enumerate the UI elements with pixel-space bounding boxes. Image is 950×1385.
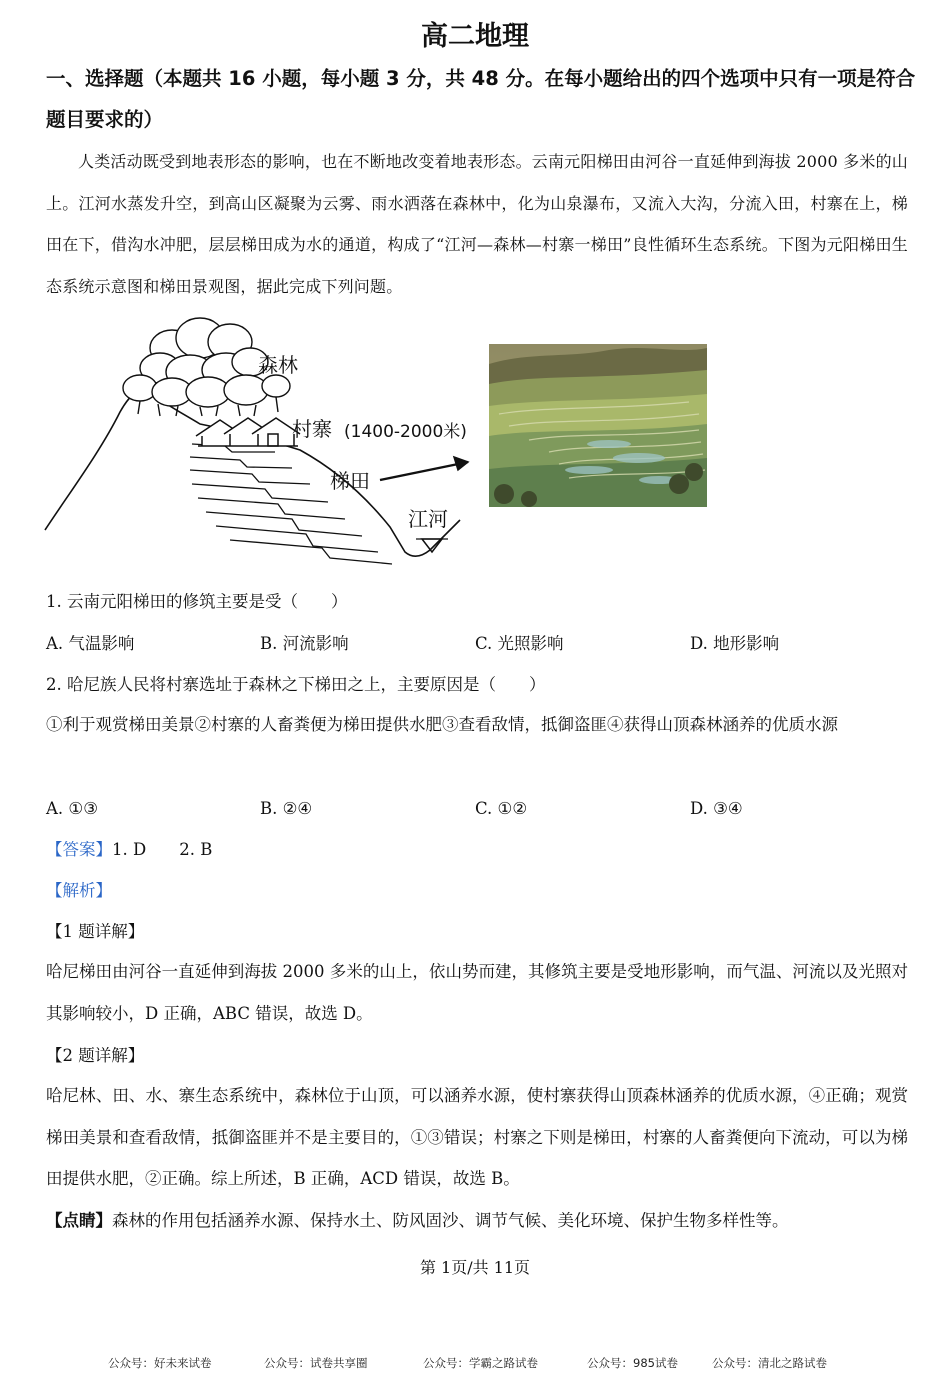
diagram-terrace-label: 梯田 — [330, 469, 370, 493]
detail1-text: 哈尼梯田由河谷一直延伸到海拔 2000 多米的山上，依山势而建，其修筑主要是受地形影响，而气温、河流以及光照对其影响较小，D 正确，ABC 错误，故选 D。 — [46, 962, 908, 1023]
answer-text: 1. D 2. B — [112, 840, 213, 859]
page-title: 高二地理 — [421, 21, 529, 52]
terrace-landscape-photo — [489, 344, 707, 507]
terrace-steps — [190, 444, 392, 564]
intro-paragraph: 人类活动既受到地表形态的影响，也在不断地改变着地表形态。云南元阳梯田由河谷一直延伸到海拔 2000 多米的山上。江河水蒸发升空，到高山区凝聚为云雾、雨水洒落在森林中，化为山泉瀑布，又流入大沟，分流入田，村寨在上，梯田在下，借沟水冲肥，层层梯田成为水的通道，构成了“江河—森林—村寨一梯田”良性循环生态系统。下图为元阳梯田生态系统示意图和梯田景观图，据此完成下列问题。 — [46, 152, 908, 296]
q2-option-a[interactable]: A. ①③ — [46, 799, 98, 818]
q2-choices: ①利于观赏梯田美景②村寨的人畜粪便为梯田提供水肥③查看敌情，抵御盗匪④获得山顶森林涵养的优质水源 — [46, 715, 838, 734]
q2-option-c[interactable]: C. ①② — [475, 799, 528, 818]
answer-tag: 【答案】 — [46, 840, 112, 859]
comment-text: 森林的作用包括涵养水源、保持水土、防风固沙、调节气候、美化环境、保护生物多样性等。 — [112, 1211, 789, 1230]
detail2-text: 哈尼林、田、水、寨生态系统中，森林位于山顶，可以涵养水源，使村寨获得山顶森林涵养的优质水源，④正确；观赏梯田美景和查看敌情，抵御盗匪并不是主要目的，①③错误；村寨之下则是梯田，村寨的人畜粪便向下流动，可以为梯田提供水肥，②正确。综上所述，B 正确，ACD 错误，故选 B。 — [46, 1086, 908, 1188]
bottom-credit-2: 公众号：试卷共享圈 — [264, 1356, 368, 1370]
q1-option-b[interactable]: B. 河流影响 — [260, 634, 349, 653]
diagram-village-altitude: (1400-2000米) — [344, 422, 467, 442]
bottom-credit-4: 公众号：985试卷 — [587, 1356, 678, 1370]
q1-option-a[interactable]: A. 气温影响 — [46, 634, 135, 653]
q1-option-d[interactable]: D. 地形影响 — [690, 634, 780, 653]
diagram-village-label: 村寨 — [292, 417, 332, 441]
answer-line — [46, 838, 212, 862]
bottom-credit-3: 公众号：学霸之路试卷 — [423, 1356, 538, 1370]
comment-line — [46, 1209, 789, 1233]
village-houses-icon — [196, 418, 300, 446]
q1-option-c[interactable]: C. 光照影响 — [475, 634, 564, 653]
comment-tag: 【点睛】 — [46, 1211, 112, 1230]
page-footer: 第 1页/共 11页 — [419, 1258, 531, 1277]
q2-stem: 2. 哈尼族人民将村寨选址于森林之下梯田之上，主要原因是（ ） — [46, 675, 546, 694]
q1-stem: 1. 云南元阳梯田的修筑主要是受（ ） — [46, 592, 348, 611]
detail2-tag: 【2 题详解】 — [46, 1046, 145, 1065]
diagram-river-label: 江河 — [408, 507, 448, 531]
q2-option-d[interactable]: D. ③④ — [690, 799, 743, 818]
detail1-tag: 【1 题详解】 — [46, 922, 145, 941]
q2-option-b[interactable]: B. ②④ — [260, 799, 313, 818]
analysis-tag: 【解析】 — [46, 881, 112, 900]
bottom-credit-1: 公众号：好未来试卷 — [108, 1356, 212, 1370]
arrow-to-photo — [380, 462, 468, 480]
section-heading: 一、选择题（本题共 16 小题，每小题 3 分，共 48 分。在每小题给出的四个选项中只有一项是符合题目要求的） — [46, 67, 916, 131]
diagram-forest-label: 森林 — [258, 353, 298, 377]
bottom-credit-5: 公众号：清北之路试卷 — [712, 1356, 827, 1370]
